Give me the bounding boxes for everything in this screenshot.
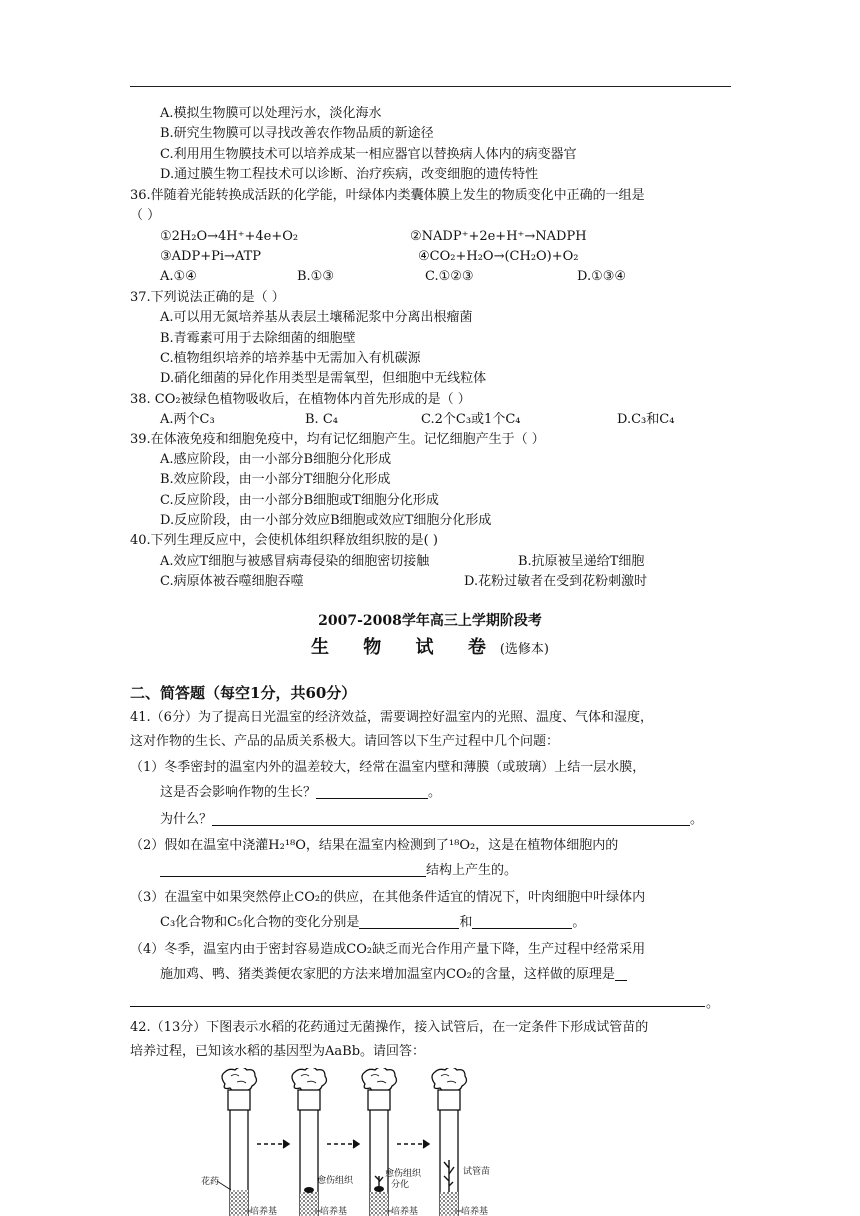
period: 。 — [428, 785, 442, 800]
q35-option-d: D.通过膜生物工程技术可以诊断、治疗疾病，改变细胞的遗传特性 — [160, 167, 539, 182]
period: 。 — [690, 812, 704, 827]
exam-subject-note: (选修本) — [499, 642, 549, 657]
q35-option-a: A.模拟生物膜可以处理污水，淡化海水 — [160, 106, 382, 121]
q41-p4-b — [160, 966, 627, 984]
label-anther: 花药 — [201, 1177, 220, 1187]
answer-blank-6a[interactable] — [615, 966, 627, 981]
q37-option-a: A.可以用无氮培养基从表层土壤稀泥浆中分离出根瘤菌 — [160, 310, 473, 325]
q35-option-c: C.利用用生物膜技术可以培养成某一相应器官以替换病人体内的病变器官 — [160, 147, 577, 162]
q41-p1-a: （1）冬季密封的温室内外的温差较大，经常在温室内壁和薄膜（或玻璃）上结一层水膜， — [130, 760, 646, 775]
test-tube-2 — [292, 1068, 326, 1216]
label-medium-1: 培养基 — [250, 1207, 278, 1216]
label-medium-4: 培养基 — [461, 1207, 489, 1216]
answer-blank-4[interactable] — [359, 914, 459, 929]
q36-option-c: C.①②③ — [425, 269, 474, 284]
q38-stem: 38. CO₂被绿色植物吸收后，在植物体内首先形成的是（ ） — [130, 392, 471, 407]
answer-blank-2[interactable] — [212, 811, 690, 826]
q41-intro-2: 这对作物的生长、产品的品质关系极大。请回答以下生产过程中几个问题： — [130, 734, 560, 749]
q35-option-b: B.研究生物膜可以寻找改善农作物品质的新途径 — [160, 126, 434, 141]
header-rule — [130, 86, 731, 87]
q41-p2-a: （2）假如在温室中浇灌H₂¹⁸O，结果在温室内检测到了¹⁸O₂，这是在植物体细胞内的 — [130, 838, 619, 853]
q39-option-c: C.反应阶段，由一小部分B细胞或T细胞分化形成 — [160, 493, 439, 508]
label-seedling: 试管苗 — [463, 1167, 491, 1177]
q40-stem: 40.下列生理反应中，会使机体组织释放组织胺的是( ) — [130, 533, 438, 548]
q39-option-a: A.感应阶段，由一小部分B细胞分化形成 — [160, 452, 392, 467]
label-differentiation-2: 分化 — [391, 1180, 410, 1190]
q37-option-c: C.植物组织培养的培养基中无需加入有机碳源 — [160, 351, 421, 366]
answer-blank-6[interactable] — [130, 1006, 705, 1007]
anther-culture-figure — [195, 1068, 515, 1216]
answer-blank-3[interactable] — [160, 862, 426, 877]
q37-option-b: B.青霉素可用于去除细菌的细胞壁 — [160, 331, 356, 346]
answer-blank-1[interactable] — [316, 784, 428, 799]
test-tube-1 — [222, 1068, 256, 1216]
test-tube-3 — [362, 1068, 396, 1216]
q42-intro-1: 42.（13分）下图表示水稻的花药通过无菌操作，接入试管后，在一定条件下形成试管苗的 — [130, 1020, 649, 1035]
answer-blank-5[interactable] — [472, 914, 572, 929]
test-tube-4 — [432, 1068, 466, 1216]
q38-option-b: B. C₄ — [305, 412, 338, 427]
q41-p3-b — [160, 914, 585, 932]
exam-subject-text: 生 物 试 卷 — [311, 637, 500, 658]
q40-option-a: A.效应T细胞与被感冒病毒侵染的细胞密切接触 — [160, 554, 430, 569]
q36-option-d: D.①③④ — [577, 269, 627, 284]
section-2-heading: 二、简答题（每空1分，共60分） — [130, 684, 357, 702]
q38-option-c: C.2个C₃或1个C₄ — [421, 412, 521, 427]
q37-option-d: D.硝化细菌的异化作用类型是需氧型，但细胞中无线粒体 — [160, 371, 487, 386]
q41-p4-a: （4）冬季，温室内由于密封容易造成CO₂缺乏而光合作用产量下降，生产过程中经常采用 — [130, 942, 646, 957]
q41-p3-a: （3）在温室中如果突然停止CO₂的供应，在其他条件适宜的情况下，叶肉细胞中叶绿体内 — [130, 890, 646, 905]
q40-option-c: C.病原体被吞噬细胞吞噬 — [160, 574, 304, 589]
q36-eq1: ①2H₂O→4H⁺+4e+O₂ — [160, 229, 299, 244]
q40-option-b: B.抗原被呈递给T细胞 — [518, 554, 645, 569]
q39-option-d: D.反应阶段，由一小部分效应B细胞或效应T细胞分化形成 — [160, 513, 492, 528]
q36-eq2: ②NADP⁺+2e+H⁺→NADPH — [410, 229, 587, 244]
exam-subject — [0, 636, 860, 662]
q42-intro-2: 培养过程，已知该水稻的基因型为AaBb。请回答： — [130, 1044, 426, 1059]
q41-p1-c-text: 为什么？ — [160, 812, 213, 827]
q37-stem: 37.下列说法正确的是（ ） — [130, 290, 285, 305]
q36-paren: （ ） — [130, 208, 161, 223]
q41-p1-c — [160, 811, 703, 829]
exam-title: 2007-2008学年高三上学期阶段考 — [318, 613, 542, 629]
q41-p3-and: 和 — [459, 915, 473, 930]
label-differentiation-1: 愈伤组织 — [385, 1169, 422, 1179]
q36-option-b: B.①③ — [297, 269, 334, 284]
q36-eq4: ④CO₂+H₂O→(CH₂O)+O₂ — [418, 249, 579, 264]
q38-option-a: A.两个C₃ — [160, 412, 215, 427]
q41-p2-b — [160, 862, 517, 880]
process-arrows — [257, 1140, 429, 1148]
q41-p1-b — [160, 784, 441, 802]
q36-option-a: A.①④ — [160, 269, 197, 284]
label-medium-2: 培养基 — [320, 1207, 348, 1216]
q41-p3-b-text: C₃化合物和C₅化合物的变化分别是 — [160, 915, 360, 930]
q41-p2-b-text: 结构上产生的。 — [426, 863, 518, 878]
q36-stem: 36.伴随着光能转换成活跃的化学能，叶绿体内类囊体膜上发生的物质变化中正确的一组是 — [130, 188, 645, 203]
q41-p4-b-text: 施加鸡、鸭、猪类粪便农家肥的方法来增加温室内CO₂的含量，这样做的原理是 — [160, 967, 615, 982]
q40-option-d: D.花粉过敏者在受到花粉刺激时 — [464, 574, 648, 589]
q36-eq3: ③ADP+Pi→ATP — [160, 249, 261, 264]
q39-stem: 39.在体液免疫和细胞免疫中，均有记忆细胞产生。记忆细胞产生于（ ） — [130, 432, 545, 447]
q39-option-b: B.效应阶段，由一小部分T细胞分化形成 — [160, 472, 391, 487]
q38-option-d: D.C₃和C₄ — [617, 412, 675, 427]
period: 。 — [706, 996, 720, 1011]
q41-intro-1: 41.（6分）为了提高日光温室的经济效益，需要调控好温室内的光照、温度、气体和湿度， — [130, 710, 653, 725]
q41-p1-b-text: 这是否会影响作物的生长？ — [160, 785, 317, 800]
period: 。 — [572, 915, 586, 930]
label-callus: 愈伤组织 — [317, 1176, 354, 1186]
label-medium-3: 培养基 — [391, 1207, 419, 1216]
